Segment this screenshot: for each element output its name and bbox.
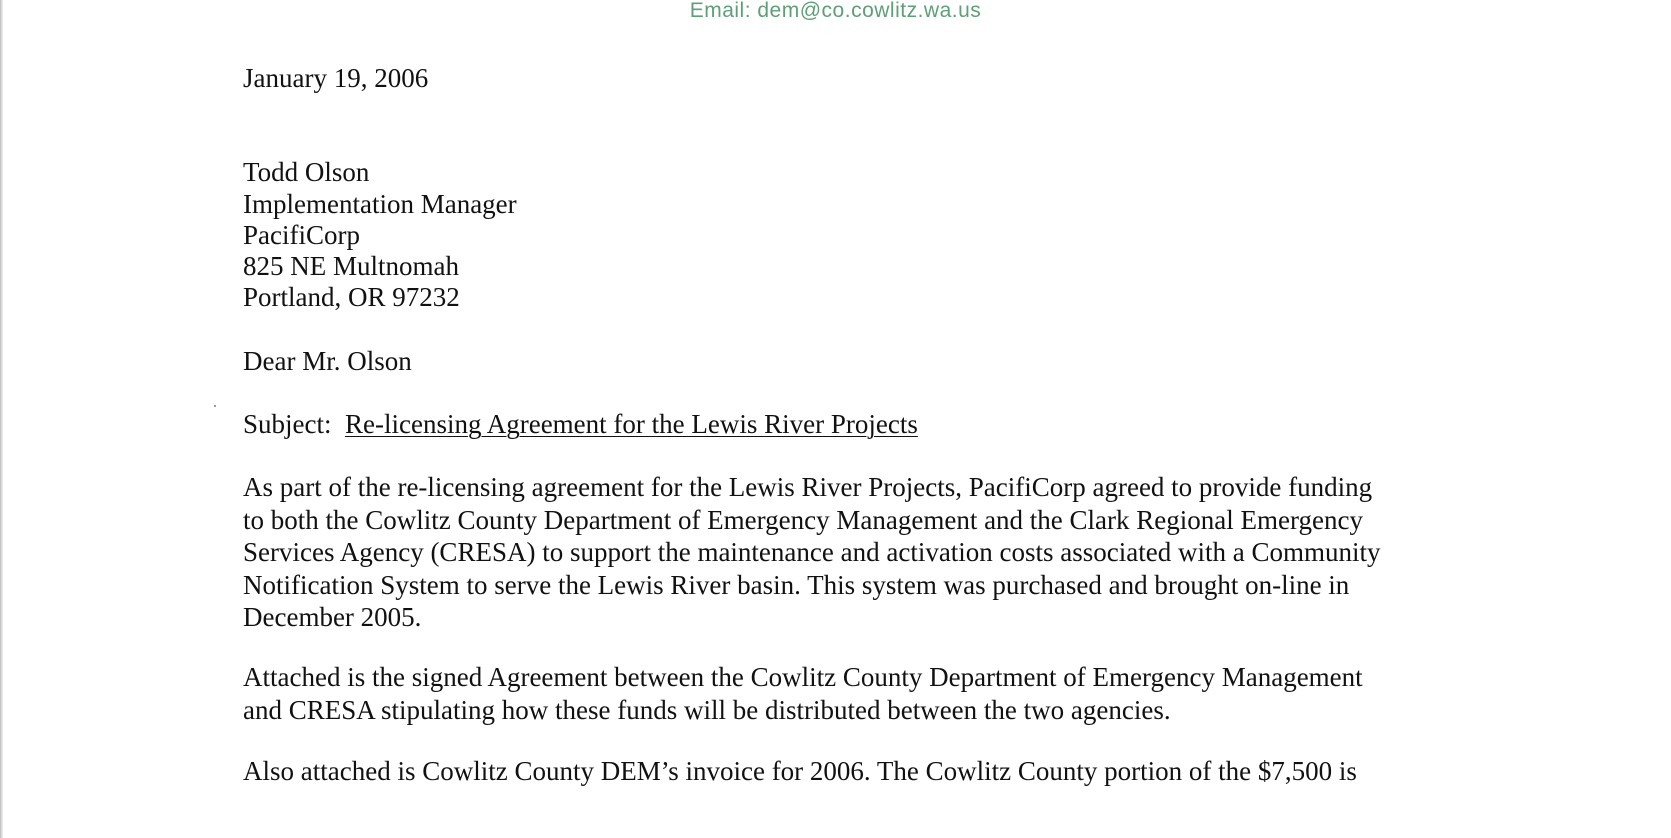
body-paragraph-3 — [243, 755, 1483, 788]
recipient-city-state-zip: Portland, OR 97232 — [243, 282, 460, 312]
scan-edge-shadow — [0, 0, 3, 838]
recipient-title: Implementation Manager — [243, 189, 517, 219]
paragraph-line: As part of the re-licensing agreement for the Lewis River Projects, PacifiCorp agreed to provide funding — [243, 472, 1373, 502]
paragraph-line: and CRESA stipulating how these funds will be distributed between the two agencies. — [243, 694, 1171, 725]
recipient-street: 825 NE Multnomah — [243, 251, 459, 281]
letterhead-email: Email: dem@co.cowlitz.wa.us — [689, 0, 982, 22]
paragraph-line: Notification System to serve the Lewis River basin. This system was purchased and brought on-line in — [243, 569, 1350, 600]
paragraph-line: Also attached is Cowlitz County DEM’s invoice for 2006. The Cowlitz County portion of the $7,500 is — [243, 756, 1357, 786]
subject-text: Re-licensing Agreement for the Lewis River Projects — [345, 409, 918, 439]
paragraph-line: Attached is the signed Agreement between the Cowlitz County Department of Emergency Management — [243, 662, 1363, 692]
body-paragraph-1 — [243, 471, 1483, 634]
subject-label: Subject: — [243, 409, 332, 439]
subject-line — [243, 408, 918, 440]
recipient-name: Todd Olson — [243, 157, 370, 187]
paragraph-line: to both the Cowlitz County Department of Emergency Management and the Clark Regional Emergency — [243, 504, 1363, 535]
paragraph-line: December 2005. — [243, 602, 422, 632]
paragraph-line: Services Agency (CRESA) to support the maintenance and activation costs associated with a Community — [243, 537, 1381, 567]
letter-date: January 19, 2006 — [243, 63, 429, 93]
salutation: Dear Mr. Olson — [243, 346, 412, 376]
body-paragraph-2 — [243, 661, 1483, 726]
recipient-company: PacifiCorp — [243, 220, 360, 250]
scan-speck — [214, 405, 216, 407]
